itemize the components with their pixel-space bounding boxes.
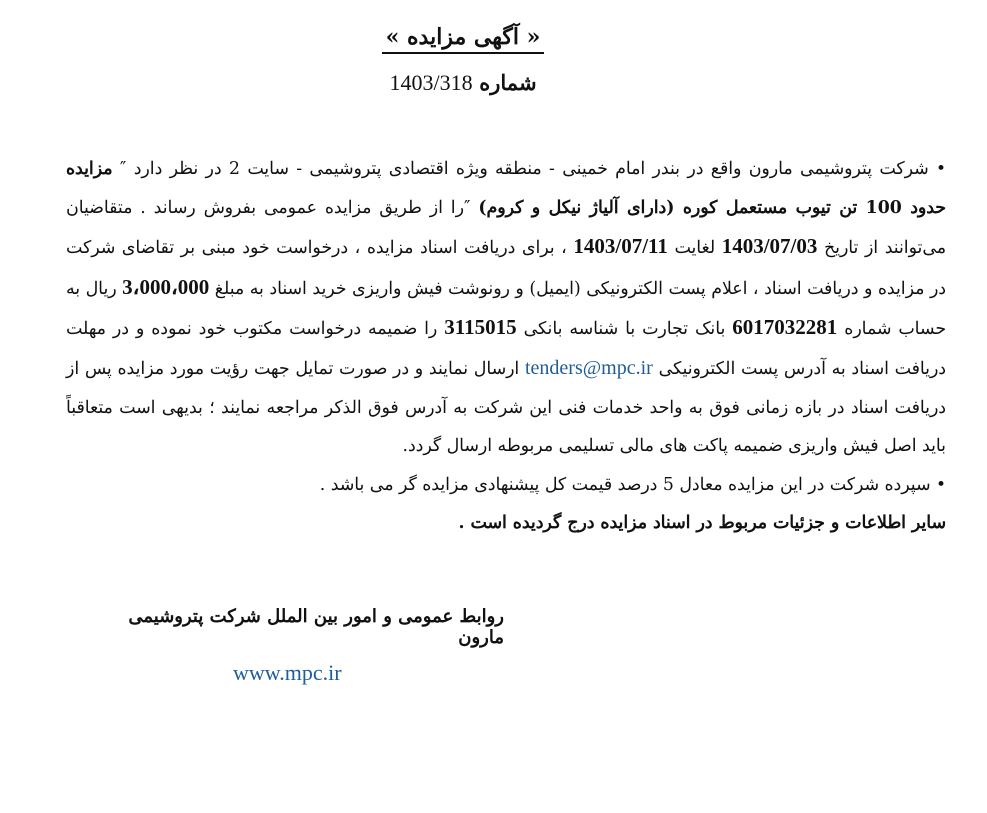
notice-body <box>66 150 946 543</box>
website-link[interactable]: www.mpc.ir <box>233 660 342 685</box>
account-number: 6017032281 <box>732 315 838 340</box>
closing-note: سایر اطلاعات و جزئیات مربوط در اسناد مزایده درج گردیده است . <box>458 513 946 534</box>
notice-number-value: 1403/318 <box>389 70 473 95</box>
text-segment: ، برای دریافت اسناد مزایده ، درخواست خود مبنی بر تقاضای شرکت در مزایده و دریافت اسناد ، اعلام پست الکترونیکی (ایمیل) و رونوشت فیش واریزی خرید اسناد به مبلغ <box>66 238 946 299</box>
signature: روابط عمومی و امور بین الملل شرکت پتروشیمی مارون <box>128 606 504 648</box>
bullet-icon: • <box>935 474 946 495</box>
text-segment: بانک تجارت با شناسه بانکی <box>523 319 726 340</box>
text-segment: ″را از طریق مزایده عمومی بفروش رساند . متقاضیان می‌توانند از تاریخ <box>66 197 946 259</box>
notice-number <box>0 70 926 96</box>
paragraph-main <box>66 150 946 466</box>
text-segment: ریال به حساب شماره <box>66 278 947 340</box>
auction-subject: مزایده حدود 100 تن تیوب مستعمل کوره (دارای آلیاژ نیکل و کروم) <box>66 159 946 218</box>
text-segment: را ضمیمه درخواست مکتوب خود نموده و در مهلت دریافت اسناد به آدرس پست الکترونیکی <box>66 319 946 379</box>
bank-id: 3115015 <box>444 315 517 340</box>
bullet-icon: • <box>935 159 946 179</box>
date-to: 1403/07/11 <box>573 234 668 259</box>
amount: 3،000،000 <box>122 274 210 299</box>
text-segment: ارسال نمایند و در صورت تمایل جهت رؤیت مورد مزایده پس از دریافت اسناد در بازه زمانی فوق به واحد خدمات فنی این شرکت به آدرس فوق الذکر مراجعه نمایند ؛ بدیهی است متعاقباً باید اصل فیش واریزی ضمیمه پاکت های مالی تسلیمی مربوطه ارسال گردد. <box>66 358 946 457</box>
paragraph-deposit <box>66 466 946 505</box>
email-link[interactable]: tenders@mpc.ir <box>524 356 653 379</box>
text-segment: لغایت <box>674 238 716 259</box>
notice-title: « آگهی مزایده » <box>0 24 926 50</box>
deposit-text: سپرده شرکت در این مزایده معادل 5 درصد قیمت کل پیشنهادی مزایده گر می باشد . <box>319 474 931 495</box>
date-from: 1403/07/03 <box>721 234 818 259</box>
notice-number-label: شماره <box>479 70 537 95</box>
text-segment: شرکت پتروشیمی مارون واقع در بندر امام خمینی - منطقه ویژه اقتصادی پتروشیمی - سایت 2 در نظر دارد ″ <box>119 159 929 179</box>
